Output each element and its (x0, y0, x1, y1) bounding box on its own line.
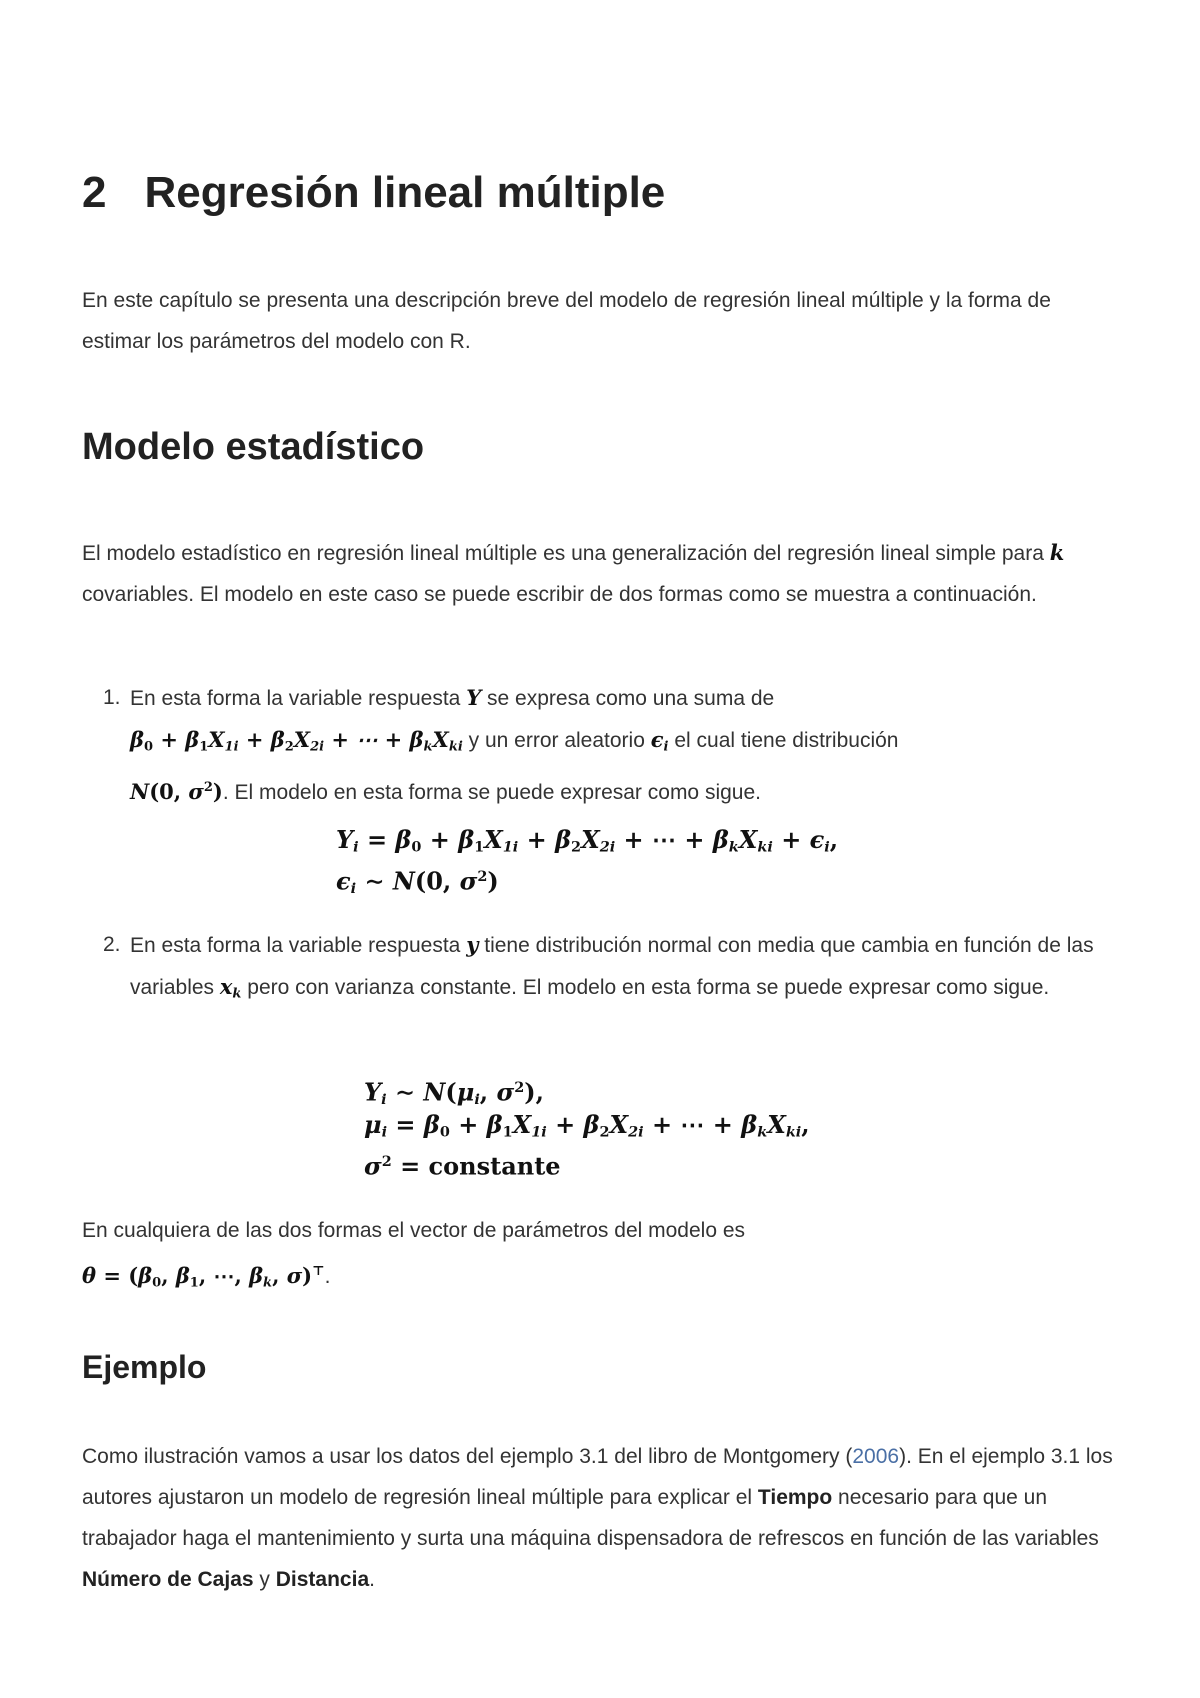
list-marker-2: 2. (103, 933, 121, 956)
equation-2-line-1: $Y_i$ ∼ $N(\mu_i$, $\sigma^2$), (364, 1077, 544, 1109)
example-text-2: ). En el ejemplo 3.1 los autores ajustaron un modelo de regresión lineal múltiple para explicar el (82, 1445, 1113, 1509)
list-item-1 (103, 677, 1122, 813)
math-k: k (1049, 540, 1065, 565)
constant-word: constante (428, 1151, 561, 1181)
example-text-3: necesario para que un trabajador haga el mantenimiento y surta una máquina dispensadora de refrescos en función de las variables (82, 1486, 1099, 1550)
example-paragraph (82, 1436, 1122, 1600)
equation-block-2 (364, 1069, 810, 1180)
closing-text: En cualquiera de las dos formas el vector de parámetros del modelo es (82, 1219, 746, 1242)
chapter-title-text: Regresión lineal múltiple (144, 168, 666, 217)
list-item-2 (103, 924, 1122, 1014)
section-heading-modelo: Modelo estadístico (82, 426, 425, 468)
item1-text-1: En esta forma la variable respuesta (130, 687, 461, 710)
equation-1-line-1: $Y_i = \beta_0 + \beta_1X_{1i} + \beta_2X_{2i}$ + ⋯ + $\beta_kX_{ki} + \epsilon_i$, (336, 825, 839, 856)
math-x-k: $x_k$ (219, 974, 242, 1002)
bold-tiempo: Tiempo (757, 1486, 833, 1509)
math-normal-dist: N(0, $\sigma^2$) (130, 779, 223, 805)
bold-distancia: Distancia (275, 1568, 370, 1591)
item1-text-5: . El modelo en esta forma se puede expresar como sigue. (222, 781, 761, 805)
example-text-5: . (369, 1568, 375, 1591)
citation-link-2006[interactable]: 2006 (852, 1445, 900, 1468)
model-paragraph-a: El modelo estadístico en regresión lineal múltiple es una generalización del regresión lineal simple para (82, 542, 1044, 565)
intro-paragraph: En este capítulo se presenta una descripción breve del modelo de regresión lineal múltiple y la forma de estimar los parámetros del modelo con R. (82, 289, 1051, 353)
equation-1-line-2: $\epsilon_i$ ∼ N(0, $\sigma^2$) (336, 866, 499, 898)
math-epsilon-i: $\epsilon_i$ (650, 727, 669, 755)
model-paragraph-b: covariables. El modelo en este caso se puede escribir de dos formas como se muestra a continuación. (82, 583, 1037, 606)
closing-end: . (324, 1264, 331, 1288)
bold-numero-cajas: Número de Cajas (82, 1568, 254, 1591)
math-theta-vector: $\theta = (\beta_0$, $\beta_1$, ⋯, $\beta_k$, σ)⊤ (82, 1262, 325, 1291)
math-Y: Y (466, 685, 482, 710)
item1-text-2: se expresa como una suma de (487, 687, 775, 710)
section-heading-ejemplo: Ejemplo (82, 1349, 207, 1385)
equation-block-1 (336, 821, 839, 898)
model-paragraph (82, 532, 1122, 615)
item2-text-1: En esta forma la variable respuesta (130, 934, 461, 957)
example-text-4: y (259, 1568, 270, 1591)
math-y: y (466, 932, 479, 957)
example-text-1: Como ilustración vamos a usar los datos del ejemplo 3.1 del libro de Montgomery ( (82, 1445, 853, 1468)
item2-text-2: tiene distribución normal con media que cambia en función de las variables (130, 934, 1094, 999)
item2-text-3: pero con varianza constante. El modelo en esta forma se puede expresar como sigue. (247, 976, 1050, 999)
item1-text-3: y un error aleatorio (468, 729, 645, 752)
equation-2-line-2: $\mu_i = \beta_0 + \beta_1X_{1i} + \beta_2X_{2i}$ + ⋯ + $\beta_kX_{ki}$, (364, 1110, 810, 1141)
item1-text-4: el cual tiene distribución (674, 729, 899, 752)
chapter-number: 2 (82, 168, 107, 217)
math-linear-predictor: $\beta_0 + \beta_1X_{1i} + \beta_2X_{2i}$ + ⋯ + $\beta_kX_{ki}$ (130, 727, 463, 755)
chapter-title (82, 168, 665, 218)
list-marker-1: 1. (103, 686, 121, 709)
equation-2-line-3: $\sigma^2$ = constante (364, 1151, 561, 1181)
parameter-vector-paragraph (82, 1210, 1122, 1303)
